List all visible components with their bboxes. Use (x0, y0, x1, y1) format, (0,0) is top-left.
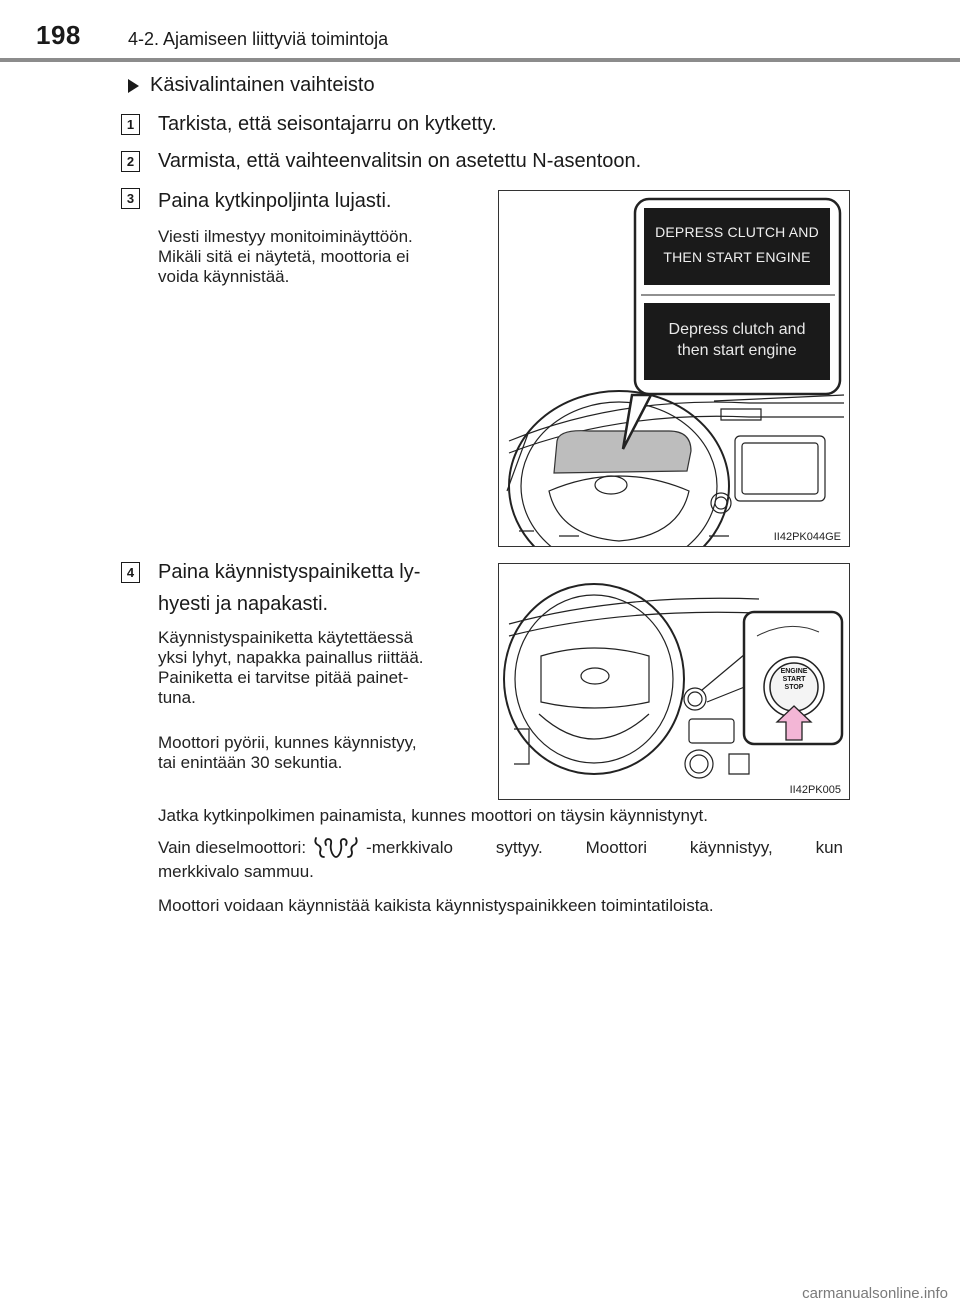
step-4-note-line: Painiketta ei tarvitse pitää painet- (158, 668, 409, 687)
section-heading-text: Käsivalintainen vaihteisto (150, 74, 375, 96)
step-3-note (158, 227, 476, 287)
step-3-text: Paina kytkinpoljinta lujasti. (158, 190, 392, 212)
display-message-line: DEPRESS CLUTCH AND (655, 224, 819, 240)
step-2-text: Varmista, että vaihteenvalitsin on asetettu N-asentoon. (158, 150, 642, 172)
step-number-3: 3 (121, 188, 140, 209)
figure-code: II42PK044GE (773, 531, 841, 543)
step-4-text-line: Paina käynnistyspainiketta ly- (158, 561, 421, 583)
diesel-description-line (366, 835, 843, 861)
display-message-line: then start engine (677, 342, 797, 359)
paragraph-diesel (158, 835, 843, 883)
diesel-text-line-1: -merkkivalo syttyy. Moottori käynnistyy, kun (366, 838, 843, 857)
figure-code: II42PK005 (789, 784, 841, 796)
display-message-line: THEN START ENGINE (663, 249, 811, 265)
display-message-line: Depress clutch and (668, 321, 806, 338)
step-4-note-line: yksi lyhyt, napakka painallus riittää. (158, 648, 424, 667)
step-4-note-1 (158, 628, 476, 708)
page-number: 198 (36, 20, 81, 50)
triangle-bullet-icon (128, 79, 139, 93)
button-label-line: START (782, 676, 806, 683)
figure-start-button (498, 563, 850, 800)
section-heading (128, 74, 375, 97)
figure-clutch-message (498, 190, 850, 547)
display-message-uppercase (644, 208, 830, 285)
step-4-note-line: tuna. (158, 688, 196, 707)
header-divider (0, 58, 960, 62)
paragraph-continue: Jatka kytkinpolkimen painamista, kunnes moottori on täysin käynnistynyt. (158, 806, 708, 825)
step-4-text-line: hyesti ja napakasti. (158, 593, 329, 615)
diesel-label: Vain dieselmoottori: (158, 838, 307, 857)
diesel-text-line-2: merkkivalo sammuu. (158, 862, 314, 881)
step-1-text: Tarkista, että seisontajarru on kytketty. (158, 113, 497, 135)
step-4-note-line: Käynnistyspainiketta käytettäessä (158, 628, 414, 647)
step-4-note-line: Moottori pyörii, kunnes käynnistyy, (158, 733, 417, 752)
step-4-note-line: tai enintään 30 sekuntia. (158, 753, 343, 772)
step-4-note-2 (158, 733, 476, 773)
display-message-mixedcase (644, 303, 830, 380)
paragraph-any-mode: Moottori voidaan käynnistää kaikista käynnistyspainikkeen toimintatiloista. (158, 896, 714, 915)
step-4-text (158, 556, 476, 620)
step-number-2: 2 (121, 151, 140, 172)
paragraph-diesel-line1 (158, 835, 843, 861)
glow-plug-indicator-icon (312, 835, 360, 861)
watermark: carmanualsonline.info (802, 1285, 948, 1302)
step-3-note-line: Mikäli sitä ei näytetä, moottoria ei (158, 247, 410, 266)
chapter-title: 4-2. Ajamiseen liittyviä toimintoja (128, 29, 389, 49)
step-3-note-line: voida käynnistää. (158, 267, 290, 286)
step-number-1: 1 (121, 114, 140, 135)
button-label-line: ENGINE (780, 668, 808, 675)
step-3-note-line: Viesti ilmestyy monitoiminäyttöön. (158, 227, 413, 246)
engine-start-stop-label (775, 668, 813, 692)
step-number-4: 4 (121, 562, 140, 583)
button-label-line: STOP (784, 684, 804, 691)
